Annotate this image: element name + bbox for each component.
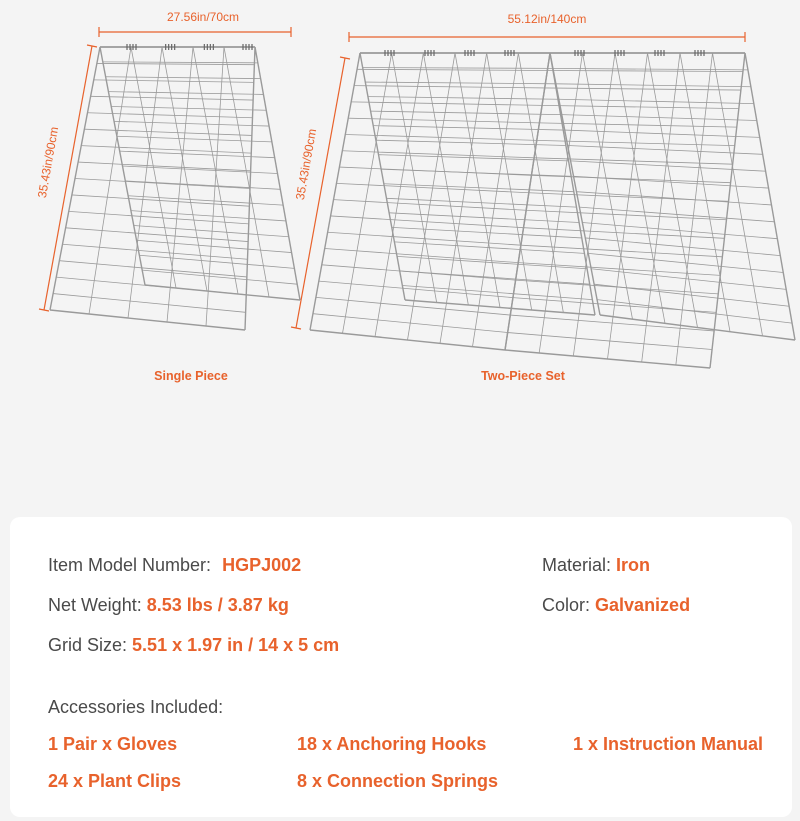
trellis-wire — [608, 53, 648, 359]
trellis-wire — [50, 310, 245, 330]
trellis-wire — [75, 179, 250, 189]
trellis-wire — [310, 53, 360, 330]
spec-grid — [48, 635, 339, 656]
accessory-item: 8 x Connection Springs — [297, 771, 499, 791]
trellis-wire — [66, 228, 249, 242]
trellis-wire — [84, 129, 252, 135]
trellis-wire — [117, 136, 272, 142]
spec-model-value: HGPJ002 — [222, 555, 302, 575]
spec-color-label: Color: — [542, 595, 591, 615]
trellis-wire — [142, 270, 297, 284]
accessories-heading: Accessories Included: — [48, 697, 224, 717]
trellis-wire — [78, 162, 251, 171]
trellis-wire — [53, 294, 246, 313]
trellis-wire — [615, 53, 665, 323]
double-width-dimension — [349, 32, 745, 42]
two-piece-caption: Two-Piece Set — [481, 369, 565, 383]
trellis-wires — [50, 47, 795, 368]
trellis-wire — [583, 53, 633, 319]
trellis-wire — [111, 107, 266, 111]
trellis-wire — [114, 121, 269, 126]
spec-color-value: Galvanized — [595, 595, 691, 615]
spec-card — [10, 517, 792, 817]
single-height-label: 35.43in/90cm — [34, 125, 62, 199]
accessory-item: 18 x Anchoring Hooks — [297, 734, 487, 754]
trellis-wire — [745, 53, 795, 340]
trellis-clips — [127, 44, 704, 56]
spec-material — [542, 555, 650, 576]
spec-grid-value: 5.51 x 1.97 in / 14 x 5 cm — [132, 635, 340, 655]
trellis-wire — [123, 166, 278, 174]
trellis-wire — [125, 181, 280, 189]
accessory-item: 1 x Instruction Manual — [573, 734, 764, 754]
trellis-wire — [69, 211, 249, 224]
spec-material-value: Iron — [616, 555, 651, 575]
trellis-wire — [648, 53, 698, 328]
trellis-wire — [710, 53, 745, 368]
spec-color — [542, 595, 690, 616]
trellis-wire — [550, 53, 600, 315]
accessory-item: 1 Pair x Gloves — [48, 734, 178, 754]
single-width-dimension — [99, 27, 291, 37]
single-width-label: 27.56in/70cm — [166, 10, 240, 24]
accessory-item: 24 x Plant Clips — [48, 771, 182, 791]
spec-model-label: Item Model Number: — [48, 555, 212, 575]
double-width-label: 55.12in/140cm — [507, 12, 587, 26]
spec-weight-label: Net Weight: — [48, 595, 142, 615]
trellis-wire — [81, 146, 251, 154]
trellis-wire — [63, 244, 248, 259]
spec-material-label: Material: — [542, 555, 612, 575]
single-piece-caption: Single Piece — [154, 369, 228, 383]
trellis-wire — [680, 53, 730, 332]
spec-grid-label: Grid Size: — [48, 635, 128, 655]
trellis-wire — [103, 62, 258, 63]
double-height-label: 35.43in/90cm — [292, 127, 320, 201]
trellis-wire — [145, 285, 300, 300]
trellis-wire — [713, 53, 763, 336]
trellis-wire — [676, 53, 713, 365]
spec-weight — [48, 595, 289, 616]
spec-weight-value: 8.53 lbs / 3.87 kg — [146, 595, 289, 615]
trellis-wire — [137, 240, 292, 252]
trellis-wire — [642, 53, 680, 362]
trellis-wire — [131, 211, 286, 221]
trellis-wire — [106, 77, 261, 79]
trellis-wire — [139, 255, 294, 268]
trellis-wire — [97, 63, 255, 64]
trellis-wire — [108, 92, 263, 95]
spec-model — [48, 555, 301, 576]
trellis-wire — [59, 261, 247, 277]
